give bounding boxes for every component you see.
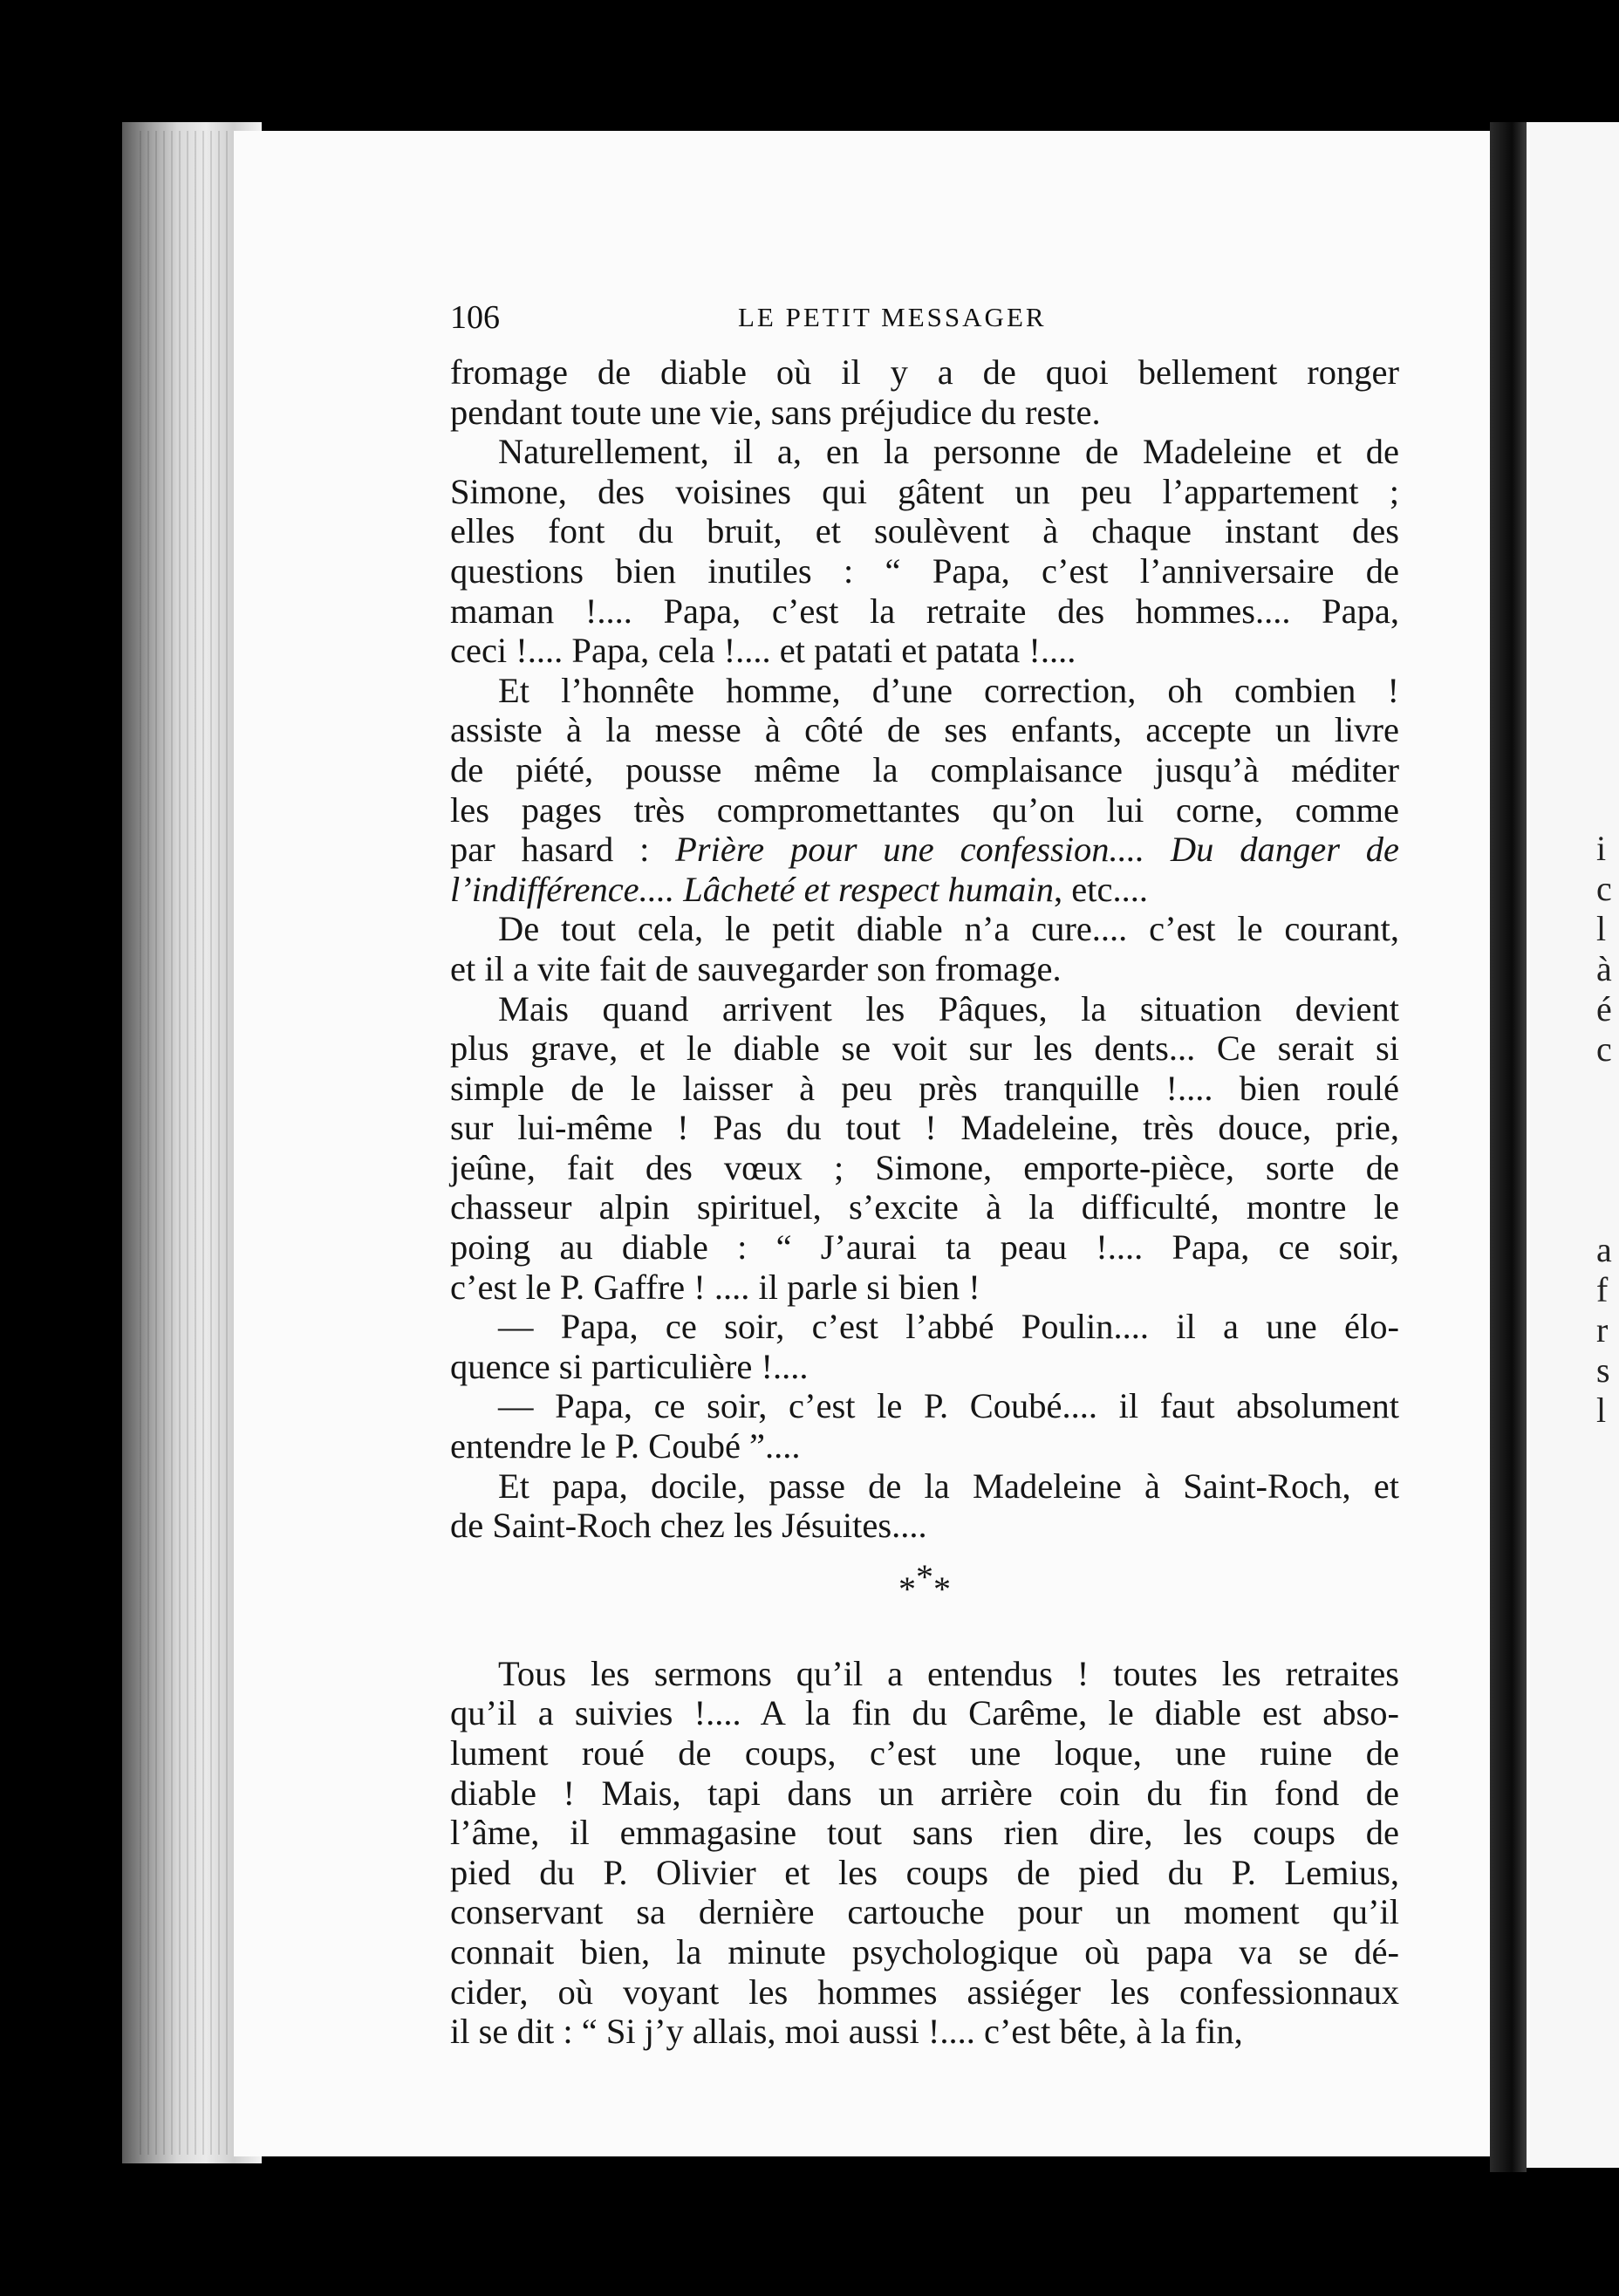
facing-page-fragment: l [1596, 909, 1607, 948]
facing-page-text-fragments [1596, 829, 1619, 1431]
book-gutter [1490, 122, 1527, 2172]
text-line: pendant toute une vie, sans préjudice du reste. [450, 392, 1101, 432]
page-number: 106 [450, 299, 500, 336]
text-line: — Papa, ce soir, c’est l’abbé Poulin.... il a une élo- [498, 1307, 1399, 1347]
paragraph [450, 1386, 1399, 1466]
facing-page-fragment: c [1596, 1029, 1612, 1069]
text-line: — Papa, ce soir, c’est le P. Coubé.... il faut absolument [498, 1386, 1399, 1426]
text-line: quence si particulière !.... [450, 1346, 809, 1386]
text-line: Simone, des voisines qui gâtent un peu l’appartement ; [450, 471, 1399, 511]
facing-page-fragment [1596, 1190, 1619, 1230]
paragraph [450, 909, 1399, 988]
asterism-star: * [933, 1568, 951, 1609]
text-line: questions bien inutiles : “ Papa, c’est l’anniversaire de [450, 550, 1399, 591]
text-line: chasseur alpin spirituel, s’excite à la difficulté, montre le [450, 1187, 1399, 1227]
text-line: jeûne, fait des vœux ; Simone, emporte-pièce, sorte de [450, 1147, 1399, 1187]
text-line: cider, où voyant les hommes assiéger les confessionnaux [450, 1971, 1399, 2012]
text-line: Tous les sermons qu’il a entendus ! toutes les retraites [498, 1653, 1399, 1693]
facing-page-fragment [1596, 1110, 1619, 1150]
facing-page-fragment: c [1596, 869, 1612, 908]
text-line: de piété, pousse même la complaisance jusqu’à méditer [450, 749, 1399, 789]
text-line: c’est le P. Gaffre ! .... il parle si bien ! [450, 1267, 980, 1307]
text-line [450, 830, 1399, 870]
facing-page-fragment: à [1596, 949, 1612, 988]
text-line: pied du P. Olivier et les coups de pied du P. Lemius, [450, 1852, 1399, 1892]
facing-page-fragment: i [1596, 829, 1607, 868]
text-line: plus grave, et le diable se voit sur les dents... Ce serait si [450, 1028, 1399, 1069]
paragraph [450, 671, 1399, 910]
text-line: maman !.... Papa, c’est la retraite des hommes.... Papa, [450, 591, 1399, 631]
text-line: De tout cela, le petit diable n’a cure.... c’est le courant, [498, 909, 1399, 949]
page-edge-lines [140, 131, 236, 2155]
facing-page-fragment: l [1596, 1391, 1607, 1430]
text-line: fromage de diable où il y a de quoi bellement ronger [450, 352, 1399, 392]
text-line: l’âme, il emmagasine tout sans rien dire, les coups de [450, 1813, 1399, 1853]
text-line: simple de le laisser à peu près tranquille !.... bien roulé [450, 1068, 1399, 1108]
text-run: , etc.... [1054, 869, 1149, 909]
text-line: connait bien, la minute psychologique où papa va se dé- [450, 1931, 1399, 1971]
text-run: par hasard : [450, 830, 676, 870]
paragraph [450, 1307, 1399, 1386]
text-line: diable ! Mais, tapi dans un arrière coin du fin fond de [450, 1773, 1399, 1813]
text-line: conservant sa dernière cartouche pour un moment qu’il [450, 1892, 1399, 1932]
paragraph [450, 1654, 1399, 2052]
paragraph [450, 352, 1399, 432]
text-line: il se dit : “ Si j’y allais, moi aussi !.... c’est bête, à la fin, [450, 2012, 1243, 2052]
facing-page-fragment: s [1596, 1350, 1610, 1390]
text-line: elles font du bruit, et soulèvent à chaque instant des [450, 511, 1399, 551]
paragraph [450, 1466, 1399, 1546]
asterism-star: * [916, 1556, 933, 1596]
running-title: LE PETIT MESSAGER [738, 302, 1047, 332]
text-line: Naturellement, il a, en la personne de Madeleine et de [498, 432, 1399, 472]
facing-page-fragment: a [1596, 1230, 1612, 1269]
text-line: Et l’honnête homme, d’une correction, oh combien ! [498, 670, 1399, 710]
text-line: de Saint-Roch chez les Jésuites.... [450, 1506, 927, 1546]
text-line: assiste à la messe à côté de ses enfants, accepte un livre [450, 710, 1399, 750]
text-line: qu’il a suivies !.... A la fin du Carême, le diable est abso- [450, 1693, 1399, 1733]
text-line: et il a vite fait de sauvegarder son fromage. [450, 948, 1062, 988]
text-line: ceci !.... Papa, cela !.... et patati et patata !.... [450, 631, 1076, 671]
text-line: Mais quand arrivent les Pâques, la situation devient [498, 988, 1399, 1028]
text-line: lument roué de coups, c’est une loque, une ruine de [450, 1733, 1399, 1773]
running-head [450, 298, 1410, 342]
facing-page-fragment [1596, 1069, 1619, 1110]
paragraph [450, 432, 1399, 671]
text-line: entendre le P. Coubé ”.... [450, 1426, 801, 1466]
text-line: Et papa, docile, passe de la Madeleine à Saint-Roch, et [498, 1466, 1399, 1506]
italic-title: Prière pour une confession.... Du danger de [675, 830, 1400, 870]
text-line: les pages très compromettantes qu’on lui corne, comme [450, 789, 1399, 830]
body-text [450, 352, 1399, 2052]
facing-page-fragment: r [1596, 1310, 1609, 1350]
facing-page-fragment: f [1596, 1270, 1609, 1309]
paragraph [450, 989, 1399, 1308]
italic-title: l’indifférence.... Lâcheté et respect humain [450, 869, 1055, 909]
facing-page-fragment [1596, 1150, 1619, 1190]
facing-page-fragment: é [1596, 989, 1612, 1028]
section-asterism [450, 1556, 1399, 1609]
asterism-star: * [898, 1568, 916, 1609]
text-line: poing au diable : “ J’aurai ta peau !.... Papa, ce soir, [450, 1227, 1399, 1268]
text-line [450, 870, 1399, 910]
text-line: sur lui-même ! Pas du tout ! Madeleine, très douce, prie, [450, 1108, 1399, 1148]
